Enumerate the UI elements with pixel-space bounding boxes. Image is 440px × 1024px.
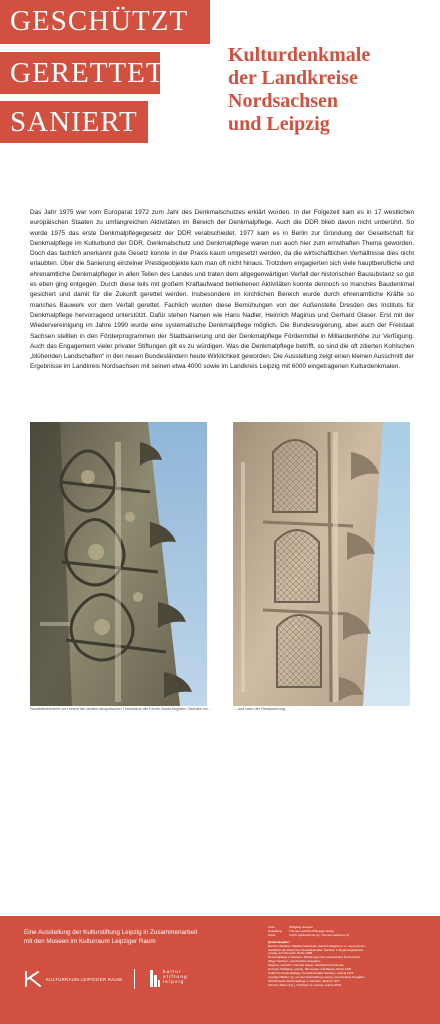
logo-divider (134, 969, 135, 989)
exhibition-note-line-2: mit den Museen im Kulturraum Leipziger Raum (24, 938, 156, 945)
credit-label: Gestaltung (268, 928, 282, 933)
kulturraum-logo-icon (24, 970, 42, 988)
kulturstiftung-logo-icon (150, 970, 160, 987)
source-item: Leipziger Blätter, hg. von der Kulturstiftung Leipzig, verschiedene Ausgaben (268, 974, 365, 979)
kulturstiftung-logo-line-1: kultur (163, 969, 182, 974)
credit-value: Archiv Ägidienkirche (1), Thomas Liebscher (1) (289, 932, 350, 937)
photo-before-restoration (30, 422, 207, 706)
kulturstiftung-logo-line-3: leipzig (163, 979, 185, 984)
subtitle-line-4: und Leipzig (228, 113, 330, 135)
credit-row-fotos (268, 934, 434, 938)
sources-heading: Quellenangabe: (268, 939, 290, 944)
restored-stone-tower-image (233, 422, 410, 706)
exhibition-note-line-1: Eine Ausstellung der Kulturstiftung Leipzig in Zusammenarbeit (24, 929, 198, 936)
source-item: Hocquél, Wolfgang, Leipzig, Baumeister und Bauten, Berlin 1990 (268, 967, 352, 972)
subtitle (228, 44, 433, 136)
kulturraum-logo-text: KULTURRAUM LEIPZIGER RAUM (46, 977, 122, 982)
title-saniert: SANIERT (0, 101, 148, 143)
credit-label: Fotos (268, 932, 276, 937)
credits-block (268, 926, 434, 988)
source-item: Bechter, Barbara / Wiebke Fastenrath, Heinrich Magirius u. a., Georg Dehio, (268, 943, 366, 948)
photo-after-restoration (233, 422, 410, 706)
intro-paragraph: Das Jahr 1975 war vom Europarat 1972 zum Jahr des Denkmalschutzes erklärt worden. In der Folgezeit kam es in 17 westlichen europäischen Staaten zu umfangreichen Aktivitäten im Bereich der Denkmalpflege. Auch die DDR blieb davon nicht unberührt. So wurde 1975 das erste Denkmalpflegegesetz der DDR verabschiedet. 1977 kam es in Berlin zur Gründung der Gesellschaft für Denkmalpflege im Kulturbund der DDR. Denkmalschutz und Denkmalpflege waren nun auch hier zum ernsthaften Thema geworden. Doch das fachlich anerkannt gute Gesetz konnte in der Praxis kaum umgesetzt werden, da die wirtschaftlichen Verhältnisse dies nicht erlaubten. Über die Sanierung einzelner Prestigeobjekte kam man oft nicht hinaus. Trotzdem engagierten sich viele hauptberufliche und ehrenamtliche Denkmalpfleger in allen Teilen des Landes und traten dem allgegenwärtigen Verfall der historischen Bausubstanz so gut es eben ging entgegen. Durch diese teils mit großem Kraftaufwand betriebenen Aktivitäten konnte dennoch so manches Baudenkmal gesichert und damit für die Zukunft gerettet werden. Insbesondere im kirchlichen Bereich wurde durch ehrenamtliche Kräfte so manches Bauwerk vor dem Verfall gerettet. Fachlich wurden diese Bemühungen von der Außenstelle Dresden des Instituts für Denkmalpflege hervorragend unterstützt. Dafür stehen Namen wie Hans Nadler, Heinrich Magirius und Gerhard Glaser. Erst mit der Wiedervereinigung im Jahre 1990 wurde eine systematische Denkmalpflege möglich. Die Bundesregierung, aber auch der Freistaat Sachsen stellten in den Förderprogrammen der Stadtsanierung und der Denkmalpflege Fördermittel in Milliardenhöhe zur Verfügung. Auch das Engagement vieler privater Stiftungen gilt es zu würdigen. Was die Denkmalpflege betrifft, so sind die oft zitierten Kohlschen „blühenden Landschaften“ in den neuen Bundesländern heute Wirklichkeit geworden. Die Ausstellung zeigt einen kleinen Ausschnitt der Ergebnisse im Landkreis Nordsachsen mit seinen etwa 4000 sowie im Landkreis Leipzig mit 6000 eingetragenen Kulturdenkmalen. (30, 209, 414, 371)
source-item: Leipzig und Chemnitz, Berlin 1998 (268, 951, 313, 956)
weathered-stone-tower-image (30, 422, 207, 706)
subtitle-line-1: Kulturdenkmale (228, 44, 371, 66)
photo-caption-after: … und nach der Restaurierung. (233, 707, 286, 711)
subtitle-line-2: der Landkreise (228, 67, 358, 89)
kulturstiftung-logo-line-2: stiftung (163, 974, 188, 979)
source-item: Magirius, Heinrich / Gerhard Glaser, Sächsische Denkmale, (268, 963, 345, 968)
credit-value: Wolfgang Hocquél (289, 925, 313, 929)
credit-value: Thomas Liebscher/Passage-Verlag (289, 928, 334, 933)
exhibition-note (24, 928, 197, 946)
subtitle-line-3: Nordsachsen (228, 90, 339, 112)
source-item: Schnurr, Martin (Hg.), Schlösser im Leipzig, Leipzig 2003 (268, 982, 341, 987)
source-item: Denkmalpflege in Sachsen. Mitteilungen des Landesamtes für Denkmal- (268, 955, 361, 960)
credit-label: Texte (268, 925, 275, 929)
source-item: Handbuch der Deutschen Kunstdenkmäler, Sachsen II. Regierungsbezirke (268, 947, 364, 952)
kulturstiftung-logo-text (163, 969, 188, 984)
title-gerettet: GERETTET (0, 52, 160, 94)
photo-caption-before: Sandsteinelement von einem der beiden neogotischen Turmhelme der Kirche Sankt Aegidien Oschatz vor … (30, 707, 213, 711)
title-geschuetzt: GESCHÜTZT (0, 0, 210, 44)
source-item: Schriftenreihe Denkmalpflege in Sachsen, Weimar 1977 (268, 978, 340, 983)
source-item: pflege Sachsen, verschiedene Ausgaben (268, 959, 321, 964)
sources-list (268, 945, 434, 988)
footer (0, 916, 440, 1024)
source-item: Institut für Denkmalpflege, Kunstdenkmäler Sachsen, Leipzig 1975 (268, 970, 354, 975)
